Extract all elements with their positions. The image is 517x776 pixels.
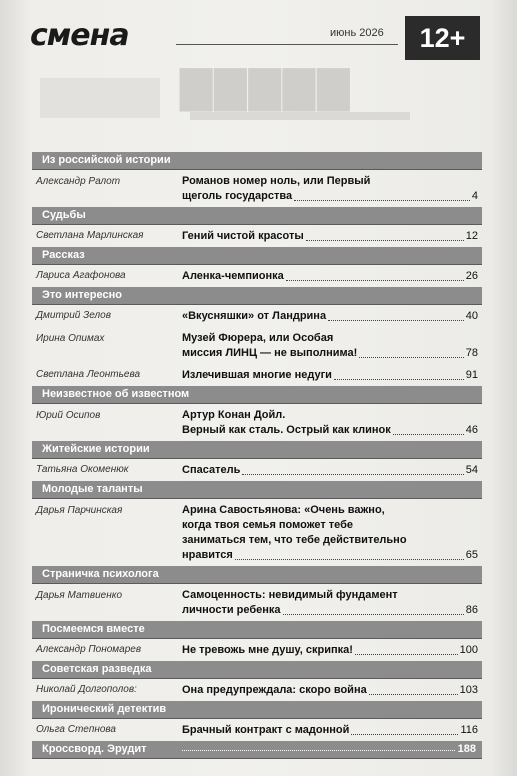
page-number: 4 (471, 190, 478, 202)
title-line: Арина Савостьянова: «Очень важно, (182, 504, 385, 516)
toc-entry[interactable] (32, 499, 482, 566)
page-number: 116 (460, 724, 478, 736)
title-last-line (182, 463, 478, 478)
final-section-label: Кроссворд. Эрудит (42, 743, 147, 755)
entry-author: Ирина Опимах (36, 333, 105, 344)
entry-author: Александр Ралот (36, 176, 121, 187)
faded-line (190, 112, 410, 120)
title-text: Брачный контракт с мадонной (182, 724, 350, 736)
section-header: Посмеемся вместе (32, 621, 482, 639)
title-last-line (182, 346, 478, 361)
entry-author: Ольга Степнова (36, 724, 116, 735)
toc-entry[interactable] (32, 170, 482, 207)
entry-author: Николай Долгополов: (36, 684, 137, 695)
section-header: Это интересно (32, 287, 482, 305)
section-header: Рассказ (32, 247, 482, 265)
leader-dots (286, 279, 464, 281)
entry-author: Светлана Леонтьева (36, 369, 141, 380)
section-header: Молодые таланты (32, 481, 482, 499)
page-number: 12 (465, 230, 478, 242)
toc-entry[interactable] (32, 404, 482, 441)
toc-entry[interactable] (32, 584, 482, 621)
title-line: заниматься тем, что тебе действительно (182, 534, 407, 546)
toc-entry[interactable] (32, 225, 482, 247)
title-last-line (182, 723, 478, 738)
toc-entry[interactable] (32, 327, 482, 364)
entry-title (182, 229, 478, 244)
title-last-line (182, 309, 478, 324)
title-last-line (182, 269, 478, 284)
title-last-line (182, 423, 478, 438)
page-number: 103 (459, 684, 478, 696)
entry-author: Юрий Осипов (36, 410, 101, 421)
toc-entry[interactable] (32, 719, 482, 741)
section-header: Советская разведка (32, 661, 482, 679)
page-number: 188 (457, 743, 476, 755)
title-last-line (182, 189, 478, 204)
page-number: 46 (465, 424, 478, 436)
magazine-logo: смена (30, 18, 129, 53)
title-line: Музей Фюрера, или Особая (182, 332, 334, 344)
leader-dots (328, 319, 464, 321)
entry-author: Светлана Марлинская (36, 230, 144, 241)
table-of-contents (32, 152, 482, 759)
header-rule (176, 44, 398, 45)
page-number: 26 (465, 270, 478, 282)
faded-heading-shape: ▇▇▇▇▇ (180, 62, 352, 111)
title-text: щеголь государства (182, 190, 293, 202)
leader-dots (294, 199, 470, 201)
leader-dots (393, 433, 464, 435)
entry-author: Александр Пономарев (36, 644, 142, 655)
faded-block (40, 78, 160, 118)
entry-title (182, 331, 478, 361)
leader-dots (359, 356, 463, 358)
entry-title (182, 174, 478, 204)
title-text: Гений чистой красоты (182, 230, 304, 242)
entry-title (182, 683, 478, 698)
toc-entry[interactable] (32, 265, 482, 287)
toc-entry[interactable] (32, 679, 482, 701)
entry-title (182, 269, 478, 284)
entry-title (182, 503, 478, 563)
title-text: нравится (182, 549, 233, 561)
section-header: Судьбы (32, 207, 482, 225)
title-text: Не тревожь мне душу, скрипка! (182, 644, 353, 656)
issue-date: июнь 2026 (330, 27, 384, 39)
age-rating-badge: 12+ (405, 16, 480, 60)
entry-author: Лариса Агафонова (36, 270, 126, 281)
entry-title (182, 309, 478, 324)
title-text: Верный как сталь. Острый как клинок (182, 424, 391, 436)
leader-dots (334, 378, 464, 380)
title-text: Спасатель (182, 464, 241, 476)
title-last-line (182, 683, 478, 698)
title-last-line (182, 603, 478, 618)
faded-background-print (40, 48, 480, 148)
entry-author: Дарья Матвиенко (36, 590, 123, 601)
title-last-line (182, 368, 478, 383)
section-header: Неизвестное об известном (32, 386, 482, 404)
page-number: 91 (465, 369, 478, 381)
page-number: 100 (459, 644, 478, 656)
title-text: Она предупреждала: скоро война (182, 684, 367, 696)
entry-title (182, 643, 478, 658)
toc-entry[interactable] (32, 639, 482, 661)
section-header: Страничка психолога (32, 566, 482, 584)
title-line: когда твоя семья поможет тебе (182, 519, 354, 531)
leader-dots (306, 239, 464, 241)
page-number: 54 (465, 464, 478, 476)
entry-title (182, 723, 478, 738)
title-text: Аленка-чемпионка (182, 270, 284, 282)
leader-dots (235, 558, 464, 560)
toc-entry[interactable] (32, 459, 482, 481)
toc-entry[interactable] (32, 305, 482, 327)
title-text: личности ребенка (182, 604, 281, 616)
page-number: 65 (465, 549, 478, 561)
leader-dots (369, 693, 458, 695)
leader-dots (242, 473, 463, 475)
entry-title (182, 588, 478, 618)
entry-title (182, 368, 478, 383)
section-header: Житейские истории (32, 441, 482, 459)
title-text: миссия ЛИНЦ — не выполнима! (182, 347, 358, 359)
entry-author: Татьяна Окоменюк (36, 464, 129, 475)
title-line: Самоценность: невидимый фундамент (182, 589, 398, 601)
leader-dots (283, 613, 464, 615)
title-last-line (182, 229, 478, 244)
entry-title (182, 408, 478, 438)
leader-dots (355, 653, 458, 655)
title-line: Романов номер ноль, или Первый (182, 175, 371, 187)
title-last-line (182, 643, 478, 658)
entry-author: Дмитрий Зелов (36, 310, 111, 321)
leader-dots (182, 749, 455, 751)
page-number: 40 (465, 310, 478, 322)
section-header: Из российской истории (32, 152, 482, 170)
title-text: Излечившая многие недуги (182, 369, 332, 381)
title-line: Артур Конан Дойл. (182, 409, 286, 421)
entry-author: Дарья Парчинская (36, 505, 123, 516)
toc-entry[interactable] (32, 364, 482, 386)
title-text: «Вкусняшки» от Ландрина (182, 310, 327, 322)
page-number: 78 (465, 347, 478, 359)
final-section-bar[interactable] (32, 741, 482, 759)
leader-dots (351, 733, 458, 735)
entry-title (182, 463, 478, 478)
page-number: 86 (465, 604, 478, 616)
title-last-line (182, 548, 478, 563)
section-header: Иронический детектив (32, 701, 482, 719)
